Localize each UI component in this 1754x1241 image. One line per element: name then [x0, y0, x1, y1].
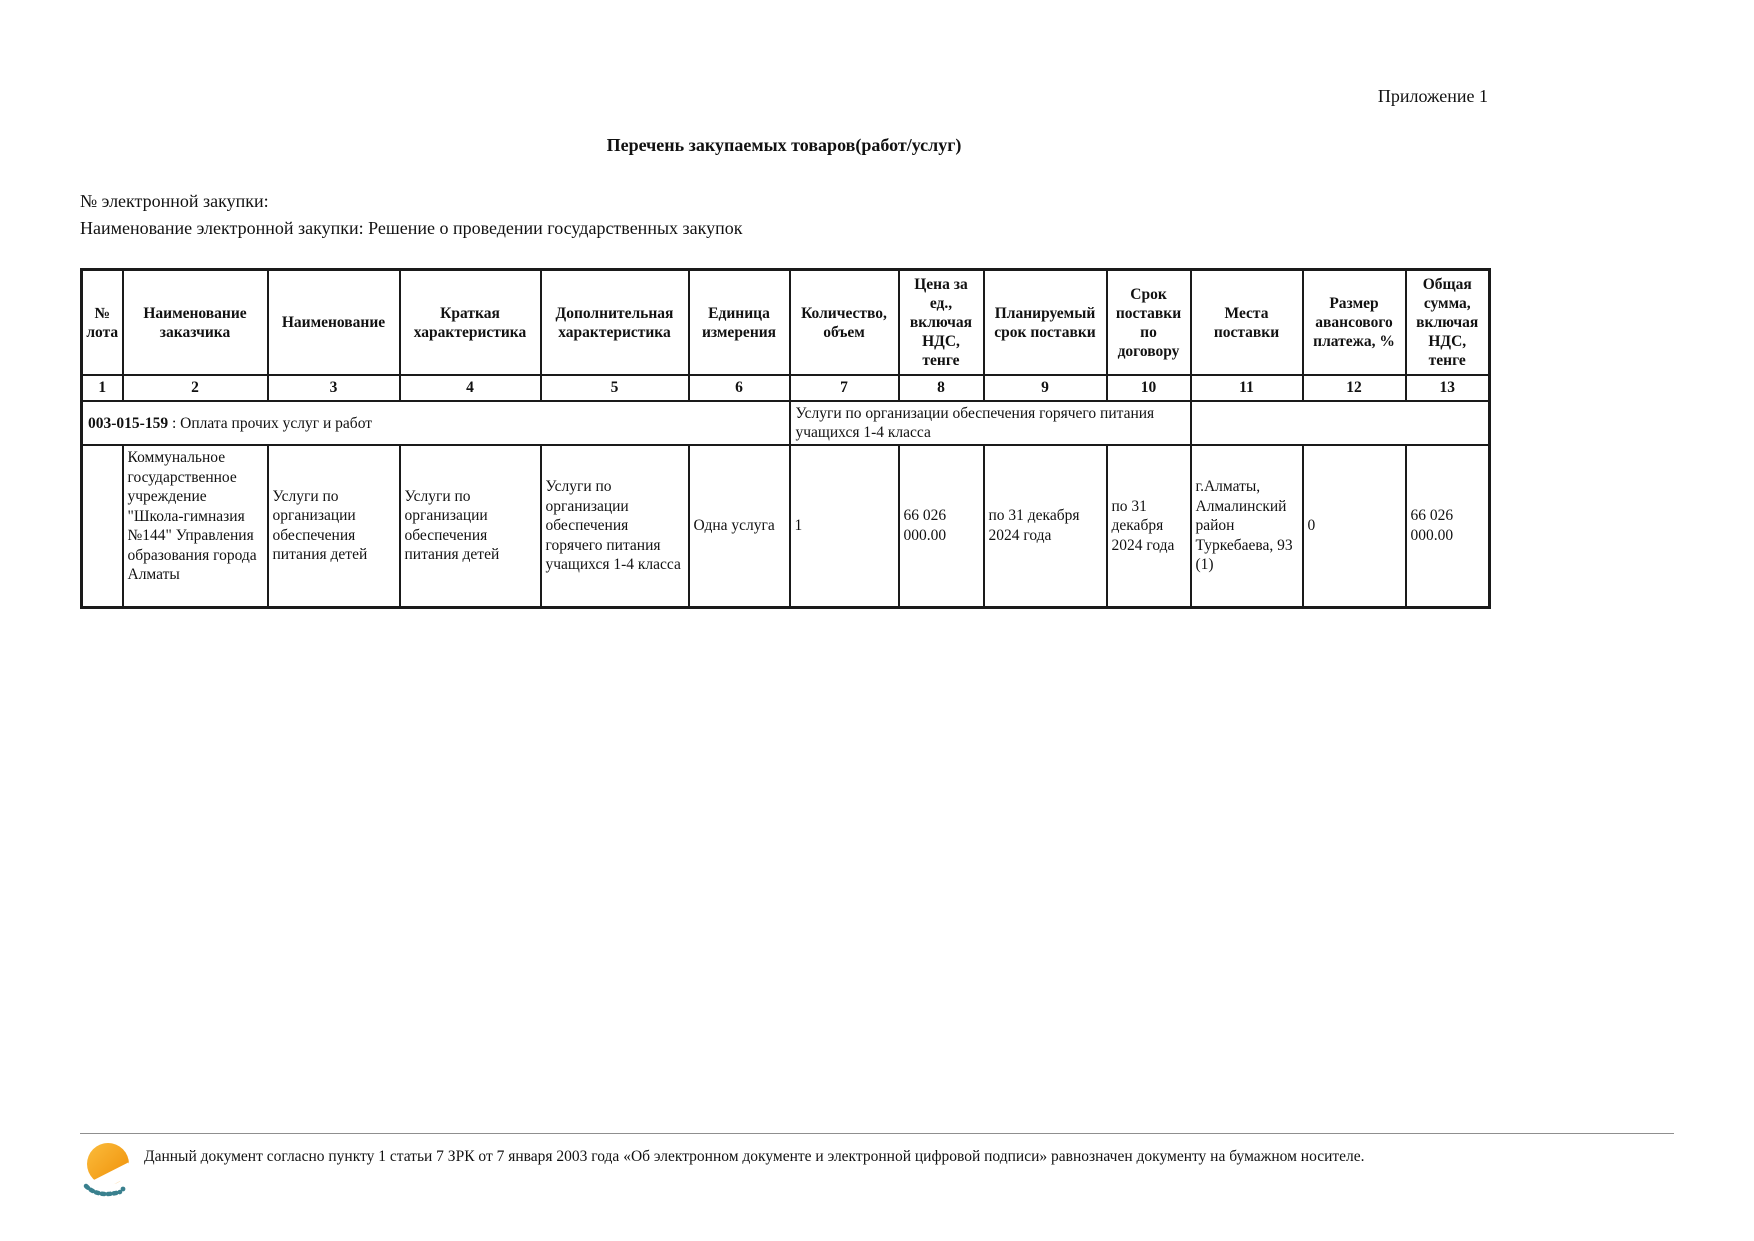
- header-planned-delivery: Планируемый срок поставки: [984, 270, 1107, 376]
- category-description-cell: Услуги по организации обеспечения горячего питания учащихся 1-4 класса: [790, 401, 1191, 445]
- cell-delivery-place: г.Алматы, Алмалинский район Туркебаева, 93 (1): [1191, 445, 1303, 607]
- header-delivery-place: Места поставки: [1191, 270, 1303, 376]
- footer: [80, 1133, 1674, 1206]
- cell-unit: Одна услуга: [689, 445, 790, 607]
- header-additional-description: Дополнительная характеристика: [541, 270, 689, 376]
- header-customer: Наименование заказчика: [123, 270, 268, 376]
- category-empty-cell: [1191, 401, 1490, 445]
- header-advance-percent: Размер авансового платежа, %: [1303, 270, 1406, 376]
- cell-lot-number: [82, 445, 123, 607]
- cell-total-sum: 66 026 000.00: [1406, 445, 1490, 607]
- cell-unit-price: 66 026 000.00: [899, 445, 984, 607]
- column-number-cell: 3: [268, 375, 400, 401]
- column-number-cell: 8: [899, 375, 984, 401]
- category-row: [82, 401, 1490, 445]
- column-number-cell: 11: [1191, 375, 1303, 401]
- cell-quantity: 1: [790, 445, 899, 607]
- category-label: : Оплата прочих услуг и работ: [168, 414, 373, 432]
- procurement-table: [80, 268, 1491, 609]
- cell-customer: Коммунальное государственное учреждение "Школа-гимназия №144" Управления образования города Алматы: [123, 445, 268, 607]
- header-unit: Единица измерения: [689, 270, 790, 376]
- header-quantity: Количество, объем: [790, 270, 899, 376]
- cell-planned-delivery: по 31 декабря 2024 года: [984, 445, 1107, 607]
- header-contract-delivery: Срок поставки по договору: [1107, 270, 1191, 376]
- footer-disclaimer: Данный документ согласно пункту 1 статьи 7 ЗРК от 7 января 2003 года «Об электронном документе и электронной цифровой подписи» равнозначен документу на бумажном носителе.: [144, 1148, 1365, 1165]
- appendix-label: Приложение 1: [1377, 86, 1488, 106]
- header-lot-number: № лота: [82, 270, 123, 376]
- header-total-sum: Общая сумма, включая НДС, тенге: [1406, 270, 1490, 376]
- table-header-row: [82, 270, 1490, 376]
- table-row: [82, 445, 1490, 607]
- column-number-row: [82, 375, 1490, 401]
- column-number-cell: 9: [984, 375, 1107, 401]
- purchase-name-line: Наименование электронной закупки: Решение о проведении государственных закупок: [80, 218, 743, 238]
- column-number-cell: 12: [1303, 375, 1406, 401]
- header-name: Наименование: [268, 270, 400, 376]
- footer-logo-icon: [82, 1140, 132, 1206]
- column-number-cell: 4: [400, 375, 541, 401]
- header-short-description: Краткая характеристика: [400, 270, 541, 376]
- category-code: 003-015-159: [88, 414, 169, 432]
- cell-advance-percent: 0: [1303, 445, 1406, 607]
- document-content: [80, 0, 1488, 609]
- cell-contract-delivery: по 31 декабря 2024 года: [1107, 445, 1191, 607]
- header-unit-price: Цена за ед., включая НДС, тенге: [899, 270, 984, 376]
- category-code-cell: [82, 401, 790, 445]
- column-number-cell: 13: [1406, 375, 1490, 401]
- column-number-cell: 5: [541, 375, 689, 401]
- column-number-cell: 7: [790, 375, 899, 401]
- purchase-number-line: № электронной закупки:: [80, 191, 269, 211]
- column-number-cell: 6: [689, 375, 790, 401]
- column-number-cell: 1: [82, 375, 123, 401]
- cell-short-description: Услуги по организации обеспечения питания детей: [400, 445, 541, 607]
- page-title: Перечень закупаемых товаров(работ/услуг): [606, 135, 962, 155]
- purchase-info: [80, 188, 1488, 242]
- column-number-cell: 10: [1107, 375, 1191, 401]
- cell-name: Услуги по организации обеспечения питания детей: [268, 445, 400, 607]
- cell-additional-description: Услуги по организации обеспечения горячего питания учащихся 1-4 класса: [541, 445, 689, 607]
- column-number-cell: 2: [123, 375, 268, 401]
